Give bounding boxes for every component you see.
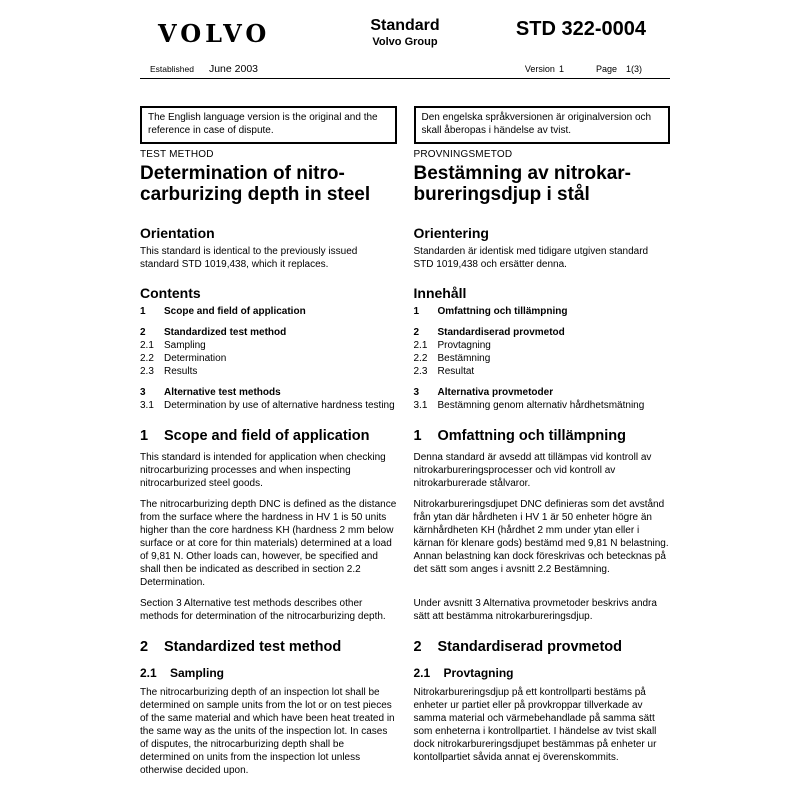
toc-label: Omfattning och tillämpning [437,306,568,317]
page-value: 1(3) [625,64,642,74]
section-title: Standardized test method [164,639,342,655]
toc-number: 2 [413,327,420,338]
toc-number: 2.1 [140,340,154,351]
toc-label: Bestämning [437,353,491,364]
section1-heading-en [140,428,397,445]
notice-box-en: The English language version is the original and the reference in case of dispute. [140,106,397,144]
established-label: Established [150,64,194,74]
toc-number: 3.1 [413,400,428,411]
orientation-body-en: This standard is identical to the previously issued standard STD 1019,438, which it replaces. [140,246,358,270]
toc-label: Standardiserad provmetod [437,327,565,338]
toc-item [414,339,671,352]
toc-label: Scope and field of application [164,306,306,317]
standard-document [140,14,670,777]
version-value: 1 [558,64,564,74]
toc-label: Determination [164,353,227,364]
toc-en [140,305,397,412]
orientation-heading-sv: Orientering [413,225,489,241]
notice-box-sv: Den engelska språkversionen är originalversion och skall åberopas i händelse av tvist. [414,106,671,144]
toc-number: 2.3 [413,366,428,377]
toc-item [414,365,671,378]
toc-label: Sampling [164,340,206,351]
toc-number: 2.2 [413,353,428,364]
section-number: 2.1 [413,666,431,680]
toc-number: 2.1 [413,340,428,351]
section1-paragraph2-en: The nitrocarburizing depth DNC is defined as the distance from the surface where the hardness in HV 1 is 50 units higher than the core hardness KH (hardness 2 mm below surface or at core for thin materials) determined at a load of 9,81 N. Other loads can, however, be specified and shall then be indicated as described in section 2.2 Determination. [140,499,397,588]
section-title: Omfattning och tillämpning [437,428,626,444]
toc-number: 3 [140,387,146,398]
toc-label: Determination by use of alternative hardness testing [164,400,395,411]
toc-number: 2.3 [140,366,154,377]
toc-item [414,305,671,318]
section1-paragraph1-sv: Denna standard är avsedd att tillämpas vid kontroll av nitrokarbureringsprocesser och vid kontroll av nitrokarburerade stålvaror. [413,452,652,489]
section-number: 2 [413,639,422,655]
section1-paragraph3-sv: Under avsnitt 3 Alternativa provmetoder beskrivs andra sätt att bestämma nitrokarbureringsdjup. [413,598,657,622]
section-title: Scope and field of application [164,428,370,444]
page-label: Page [595,64,617,74]
section2-heading-en [140,639,397,656]
header-rule [140,78,670,79]
toc-item [140,399,397,412]
toc-number: 2.2 [140,353,154,364]
orientation-body-sv: Standarden är identisk med tidigare utgiven standard STD 1019,438 och ersätter denna. [413,246,649,270]
toc-number: 3 [413,387,420,398]
section21-heading-en [140,666,397,680]
version-label: Version [524,64,555,74]
orientation-heading-en: Orientation [140,225,215,241]
doc-number: STD 322-0004 [515,18,646,40]
doc-title-en [140,163,397,205]
toc-heading-en: Contents [140,285,201,301]
header-center [317,14,494,48]
toc-heading-sv: Innehåll [413,285,467,301]
section-number: 2 [140,639,149,655]
section21-paragraph1-en: The nitrocarburizing depth of an inspection lot shall be determined on sample units from the lot or on test pieces of the same material and which have been heat treated in the same way as the units of the inspection lot. In cases of disputes, the nitrocarburizing depth shall be determined on units from the inspection lot unless otherwise decided upon. [140,687,395,776]
toc-item [140,365,397,378]
toc-item [140,386,397,399]
header-meta-row [140,63,670,75]
section21-paragraph1-sv: Nitrokarbureringsdjup på ett kontrollparti bestäms på enheter ur partiet eller på provkroppar tillverkade av samma material och värmebehandlade på samma sätt som enheterna i kontrollpartiet. I händelse av tvist skall dock nitrokarbureringsdjupet bestämmas på enheter ur kontollpartiet såvida annat ej överenskommits. [413,687,657,763]
toc-number: 1 [413,306,420,317]
section-title: Provtagning [443,666,514,680]
section-number: 1 [413,428,422,444]
section-title: Sampling [170,666,225,680]
toc-label: Standardized test method [164,327,287,338]
section1-heading-sv [414,428,671,445]
toc-number: 3.1 [140,400,154,411]
doc-type-label: Standard [370,17,440,34]
kicker-en: TEST METHOD [140,149,214,160]
section1-paragraph3-en: Section 3 Alternative test methods describes other methods for determination of the nitrocarburizing depth. [140,598,386,622]
document-header [140,14,670,48]
toc-item [140,326,397,339]
section-number: 2.1 [140,666,157,680]
toc-label: Alternativa provmetoder [437,387,554,398]
toc-sv [414,305,671,412]
toc-label: Bestämning genom alternativ hårdhetsmätning [437,400,645,411]
toc-label: Resultat [437,366,475,377]
bilingual-columns [140,106,670,777]
established-value: June 2003 [208,63,258,75]
toc-item [140,339,397,352]
toc-item [414,399,671,412]
section-number: 1 [140,428,149,444]
doc-title-sv-line1: Bestämning av nitrokar- [413,163,631,184]
doc-title-sv [414,163,671,205]
toc-label: Results [164,366,198,377]
toc-number: 2 [140,327,146,338]
toc-item [414,352,671,365]
section1-paragraph2-sv: Nitrokarbureringsdjupet DNC definieras som det avstånd från ytan där hårdheten i HV 1 är 50 enheter högre än kärnhårdheten KH (hårdhet 2 mm under ytan eller i kärnan för klenare gods) bestämd med 9,81 N belastning. Annan belastning kan dock föreskrivas och betecknas på det sätt som anges i avsnitt 2.2 Bestämning. [413,499,669,575]
toc-label: Alternative test methods [164,387,281,398]
toc-item [414,326,671,339]
section-title: Standardiserad provmetod [437,639,623,655]
doc-title-en-line2: carburizing depth in steel [140,184,371,205]
toc-item [414,386,671,399]
volvo-logo: VOLVO [158,19,271,48]
toc-item [140,352,397,365]
org-name: Volvo Group [372,36,438,48]
doc-title-sv-line2: bureringsdjup i stål [413,184,590,205]
section21-heading-sv [414,666,671,680]
section1-paragraph1-en: This standard is intended for application when checking nitrocarburizing processes and when inspecting nitrocarburized steel goods. [140,452,386,489]
kicker-sv: PROVNINGSMETOD [413,149,513,160]
toc-number: 1 [140,306,146,317]
toc-label: Provtagning [437,340,491,351]
section2-heading-sv [414,639,671,656]
toc-item [140,305,397,318]
doc-title-en-line1: Determination of nitro- [140,163,345,184]
